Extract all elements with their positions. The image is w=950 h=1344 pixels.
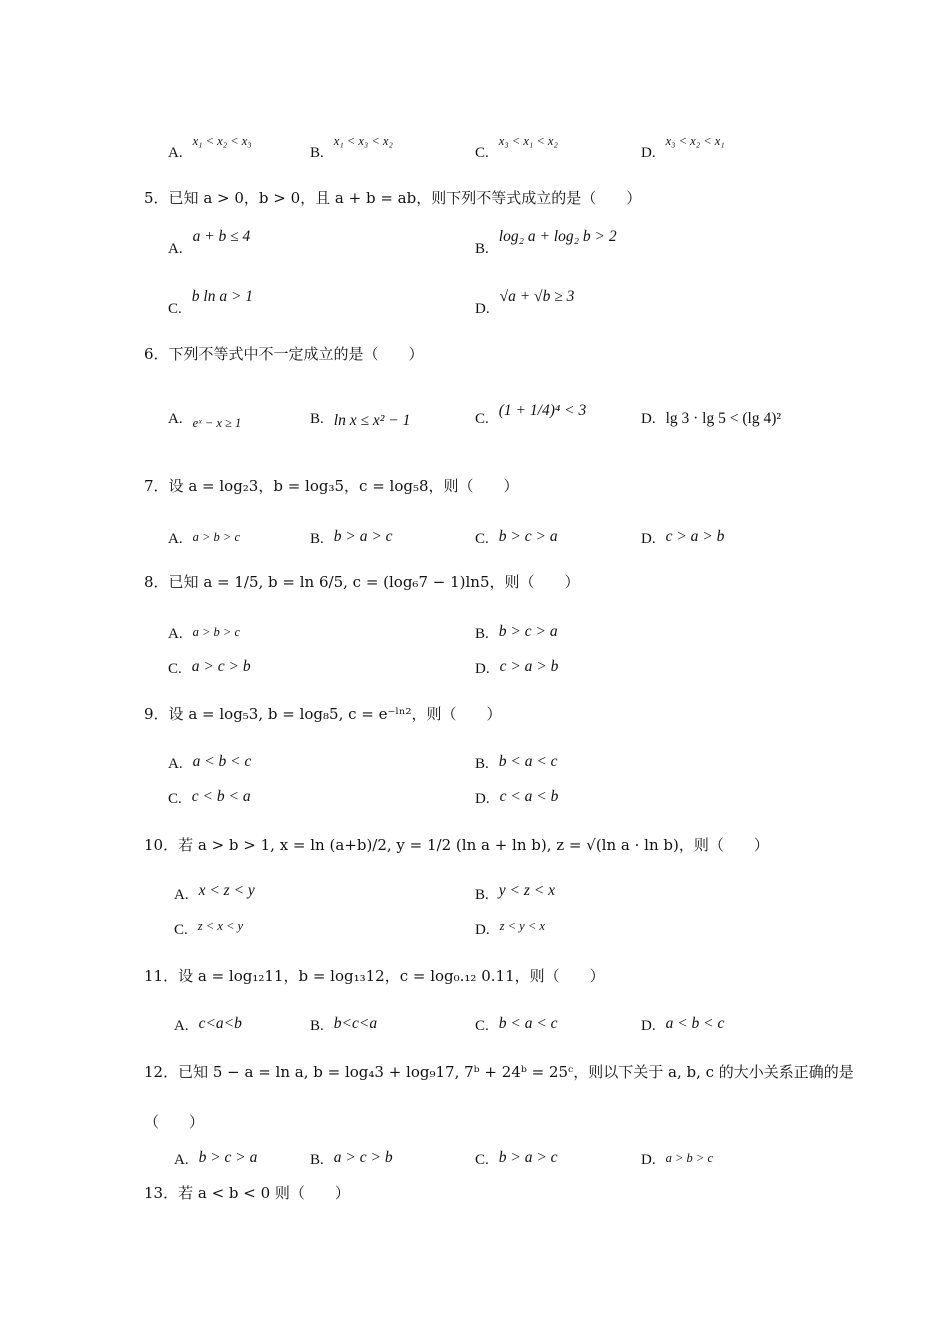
option-expr: a + b ≤ 4 — [192, 228, 251, 245]
option-label: B. — [475, 626, 489, 642]
question-text: 下列不等式中不一定成立的是（ ） — [168, 345, 424, 363]
option-expr: a < b < c — [192, 753, 252, 770]
option-expr: x₃ < x₁ < x₂ — [498, 134, 558, 148]
option-label: C. — [174, 922, 188, 938]
q12-option-b[interactable] — [310, 1149, 393, 1170]
option-label: C. — [475, 1152, 489, 1168]
q12-option-a[interactable] — [174, 1149, 257, 1170]
q10-stem — [144, 835, 769, 855]
option-expr: x < z < y — [198, 882, 255, 899]
option-label: C. — [475, 1018, 489, 1034]
question-number: 11． — [144, 967, 179, 985]
q11-option-a[interactable] — [174, 1015, 242, 1036]
q6-stem — [144, 344, 424, 364]
q6-option-b[interactable] — [310, 408, 410, 429]
option-label: B. — [310, 531, 324, 547]
option-expr: √a + √b ≥ 3 — [499, 288, 575, 305]
q13-stem — [144, 1183, 350, 1203]
q10-option-a[interactable] — [174, 884, 255, 905]
option-label: A. — [168, 756, 183, 772]
question-text: 设 a = log₁₂11，b = log₁₃12，c = log₀.₁₂ 0.11，则（ ） — [178, 967, 605, 985]
option-label: D. — [475, 661, 490, 677]
option-expr: ln x ≤ x² − 1 — [333, 412, 411, 429]
question-number: 5． — [144, 189, 169, 207]
question-text: 若 a > b > 1, x = ln (a+b)/2, y = 1/2 (ln a + ln b), z = √(ln a · ln b)，则（ ） — [178, 836, 769, 854]
q10-option-d[interactable] — [475, 919, 545, 940]
option-expr: eˣ − x ≥ 1 — [192, 416, 242, 430]
option-label: A. — [174, 887, 189, 903]
option-label: A. — [168, 145, 183, 161]
option-label: B. — [310, 411, 324, 427]
option-label: D. — [475, 791, 490, 807]
option-label: A. — [168, 241, 183, 257]
option-expr: z < y < x — [499, 919, 545, 933]
q5-option-a[interactable] — [168, 228, 251, 259]
option-label: D. — [641, 1152, 656, 1168]
q8-stem — [144, 572, 580, 592]
option-label: C. — [168, 661, 182, 677]
q4-option-c[interactable] — [475, 134, 558, 163]
q10-option-b[interactable] — [475, 884, 555, 905]
q8-option-b[interactable] — [475, 623, 558, 644]
question-number: 13． — [144, 1184, 179, 1202]
q4-option-a[interactable] — [168, 134, 252, 163]
q5-stem — [144, 188, 641, 208]
option-expr: a > b > c — [192, 625, 241, 639]
q6-option-d[interactable] — [641, 408, 781, 429]
question-number: 12． — [144, 1063, 179, 1081]
q5-option-c[interactable] — [168, 288, 254, 319]
option-expr: b < a < c — [498, 753, 558, 770]
option-expr: b<c<a — [333, 1015, 378, 1032]
option-label: B. — [475, 887, 489, 903]
option-label: B. — [475, 756, 489, 772]
q7-option-d[interactable] — [641, 528, 724, 549]
option-label: B. — [310, 1018, 324, 1034]
option-expr: b > a > c — [498, 1149, 558, 1166]
option-expr: c > a > b — [499, 658, 559, 675]
option-expr: b > a > c — [333, 528, 393, 545]
option-label: D. — [475, 922, 490, 938]
option-expr: b > c > a — [498, 623, 558, 640]
option-expr: x₁ < x₂ < x₃ — [192, 134, 252, 148]
question-text: 设 a = log₅3, b = log₈5, c = e⁻ˡⁿ²，则（ ） — [168, 705, 502, 723]
option-label: C. — [168, 791, 182, 807]
question-number: 10． — [144, 836, 179, 854]
option-expr: b ln a > 1 — [191, 288, 254, 305]
option-expr: b > c > a — [198, 1149, 258, 1166]
option-label: B. — [475, 241, 489, 257]
q9-option-c[interactable] — [168, 788, 251, 809]
option-label: D. — [641, 1018, 656, 1034]
question-number: 9． — [144, 705, 169, 723]
option-label: C. — [475, 145, 489, 161]
option-expr: (1 + 1/4)⁴ < 3 — [498, 402, 587, 419]
option-expr: a < b < c — [665, 1015, 725, 1032]
q9-stem — [144, 704, 502, 724]
question-text: 已知 a > 0，b > 0，且 a + b = ab，则下列不等式成立的是（ ） — [168, 189, 642, 207]
option-label: D. — [475, 301, 490, 317]
option-expr: c > a > b — [665, 528, 725, 545]
option-expr: a > b > c — [665, 1151, 714, 1165]
option-label: D. — [641, 411, 656, 427]
option-label: A. — [174, 1152, 189, 1168]
option-label: D. — [641, 531, 656, 547]
q6-option-c[interactable] — [475, 402, 587, 429]
q12-option-d[interactable] — [641, 1149, 713, 1170]
option-label: A. — [168, 626, 183, 642]
q11-option-c[interactable] — [475, 1015, 558, 1036]
option-expr: c<a<b — [198, 1015, 242, 1032]
q5-option-b[interactable] — [475, 228, 617, 259]
option-expr: z < x < y — [197, 919, 244, 933]
q10-option-c[interactable] — [174, 919, 243, 940]
option-expr: a > b > c — [192, 530, 241, 544]
question-number: 8． — [144, 573, 169, 591]
q8-option-c[interactable] — [168, 658, 251, 679]
option-label: C. — [168, 301, 182, 317]
q11-option-b[interactable] — [310, 1015, 377, 1036]
option-label: D. — [641, 145, 656, 161]
q11-option-d[interactable] — [641, 1015, 724, 1036]
q7-option-c[interactable] — [475, 528, 558, 549]
q5-option-d[interactable] — [475, 288, 575, 319]
option-expr: lg 3 · lg 5 < (lg 4)² — [665, 410, 782, 427]
question-text: 设 a = log₂3，b = log₃5，c = log₅8，则（ ） — [168, 477, 519, 495]
q7-option-a[interactable] — [168, 528, 240, 549]
option-expr: log₂ a + log₂ b > 2 — [498, 228, 617, 245]
question-text: 已知 a = 1/5, b = ln 6/5, c = (log₆7 − 1)ln5，则（ ） — [168, 573, 580, 591]
option-expr: x₁ < x₃ < x₂ — [333, 134, 393, 148]
q9-option-b[interactable] — [475, 753, 558, 774]
option-expr: c < a < b — [499, 788, 559, 805]
q4-option-d[interactable] — [641, 134, 725, 163]
q12-stem — [144, 1062, 854, 1082]
q6-option-a[interactable] — [168, 408, 241, 429]
question-number: 6． — [144, 345, 169, 363]
q8-option-a[interactable] — [168, 623, 240, 644]
option-expr: b > c > a — [498, 528, 558, 545]
option-label: C. — [475, 411, 489, 427]
q11-stem — [144, 966, 605, 986]
question-number: 7． — [144, 477, 169, 495]
option-label: A. — [168, 411, 183, 427]
q12-option-c[interactable] — [475, 1149, 558, 1170]
q9-option-d[interactable] — [475, 788, 558, 809]
q4-option-b[interactable] — [310, 134, 393, 163]
option-expr: y < z < x — [498, 882, 555, 899]
question-text: 若 a < b < 0 则（ ） — [178, 1184, 350, 1202]
q7-stem — [144, 476, 519, 496]
option-label: A. — [174, 1018, 189, 1034]
q8-option-d[interactable] — [475, 658, 558, 679]
q7-option-b[interactable] — [310, 528, 393, 549]
option-label: B. — [310, 1152, 324, 1168]
q12-answer-paren: （ ） — [144, 1113, 205, 1131]
option-expr: b < a < c — [498, 1015, 558, 1032]
question-text: 已知 5 − a = ln a, b = log₄3 + log₉17, 7ᵇ + 24ᵇ = 25ᶜ，则以下关于 a, b, c 的大小关系正确的是 — [178, 1063, 854, 1081]
q9-option-a[interactable] — [168, 753, 251, 774]
option-expr: c < b < a — [191, 788, 251, 805]
option-label: A. — [168, 531, 183, 547]
option-expr: a > c > b — [191, 658, 251, 675]
option-expr: x₃ < x₂ < x₁ — [665, 134, 725, 148]
option-expr: a > c > b — [333, 1149, 393, 1166]
option-label: C. — [475, 531, 489, 547]
option-label: B. — [310, 145, 324, 161]
